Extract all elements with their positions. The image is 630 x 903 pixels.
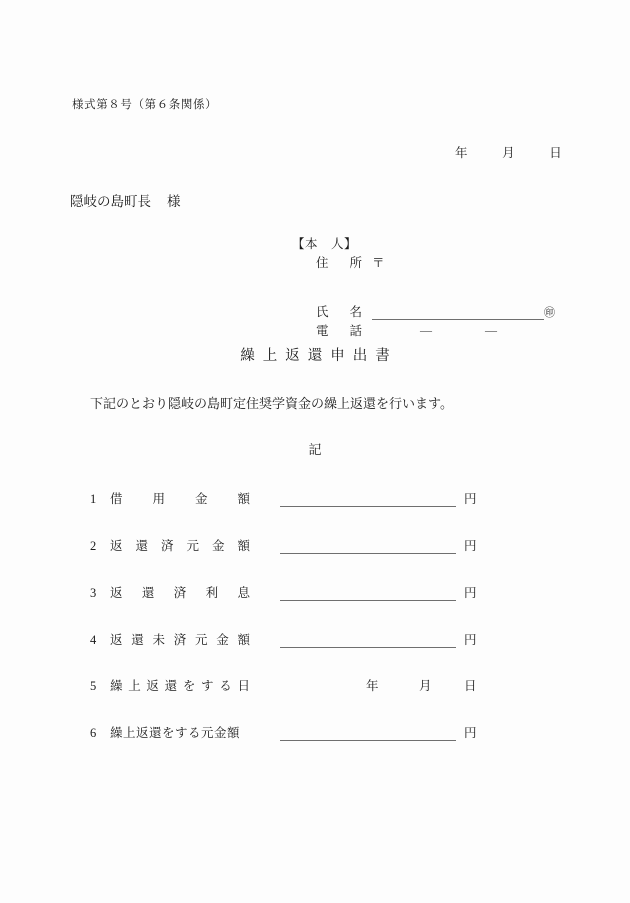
item-yen-unit-3: 円 xyxy=(464,586,477,600)
item-yen-unit-1: 円 xyxy=(464,492,477,506)
name-input-rule[interactable] xyxy=(372,303,555,320)
item-number-4: 4 xyxy=(90,633,97,647)
item-row-4 xyxy=(90,630,477,648)
applicant-block xyxy=(292,234,555,339)
item-label-4: 返還未済元金額 xyxy=(110,633,250,647)
item-date-input-5[interactable] xyxy=(280,679,477,694)
item-label-1: 借用金額 xyxy=(110,492,250,506)
item-label-2: 返還済元金額 xyxy=(110,539,250,553)
telephone-label: 電 話 xyxy=(316,324,362,338)
address-label: 住 所 xyxy=(316,256,362,270)
item-label-6: 繰上返還をする元金額 xyxy=(110,726,241,740)
item-amount-input-6[interactable] xyxy=(280,725,456,741)
item-label-5: 繰上返還をする日 xyxy=(110,679,250,693)
item-date-month-5: 月 xyxy=(419,679,432,693)
item-row-6 xyxy=(90,723,477,741)
item-number-2: 2 xyxy=(90,539,97,553)
item-amount-input-3[interactable] xyxy=(280,585,456,601)
item-amount-input-2[interactable] xyxy=(280,538,456,554)
form-number: 様式第８号（第６条関係） xyxy=(72,99,218,111)
telephone-input-field[interactable] xyxy=(372,323,544,339)
applicant-tel-row xyxy=(292,320,544,339)
applicant-heading: 【本 人】 xyxy=(292,237,358,251)
item-number-5: 5 xyxy=(90,679,97,693)
item-row-1 xyxy=(90,489,477,507)
item-number-3: 3 xyxy=(90,586,97,600)
applicant-address-row xyxy=(292,252,544,271)
item-amount-input-1[interactable] xyxy=(280,491,456,507)
item-number-6: 6 xyxy=(90,726,97,740)
body-statement: 下記のとおり隠岐の島町定住奨学資金の繰上返還を行います。 xyxy=(90,396,453,411)
date-year-label: 年 xyxy=(455,146,468,160)
telephone-dash-2: ― xyxy=(485,323,497,337)
applicant-name-row xyxy=(292,301,555,320)
item-amount-input-4[interactable] xyxy=(280,632,456,648)
addressee-name: 隠岐の島町長 xyxy=(70,194,151,209)
header-date-line xyxy=(455,143,562,161)
document-title: 繰上返還申出書 xyxy=(240,348,398,364)
item-number-1: 1 xyxy=(90,492,97,506)
applicant-address-spacer xyxy=(292,271,544,301)
addressee-honorific: 様 xyxy=(167,194,181,209)
item-date-year-5: 年 xyxy=(366,679,379,693)
ki-marker: 記 xyxy=(308,442,322,457)
item-yen-unit-4: 円 xyxy=(464,633,477,647)
date-month-label: 月 xyxy=(502,146,515,160)
item-row-3 xyxy=(90,583,477,601)
item-yen-unit-6: 円 xyxy=(464,726,477,740)
item-yen-unit-2: 円 xyxy=(464,539,477,553)
item-row-5 xyxy=(90,676,477,694)
name-label: 氏 名 xyxy=(316,305,362,319)
item-row-2 xyxy=(90,536,477,554)
postal-code-icon: 〒 xyxy=(372,256,385,270)
item-label-3: 返還済利息 xyxy=(110,586,250,600)
telephone-dash-1: ― xyxy=(420,323,432,337)
seal-icon: ㊞ xyxy=(544,307,555,319)
date-day-label: 日 xyxy=(549,146,562,160)
addressee xyxy=(70,190,181,210)
item-date-day-5: 日 xyxy=(464,679,477,693)
